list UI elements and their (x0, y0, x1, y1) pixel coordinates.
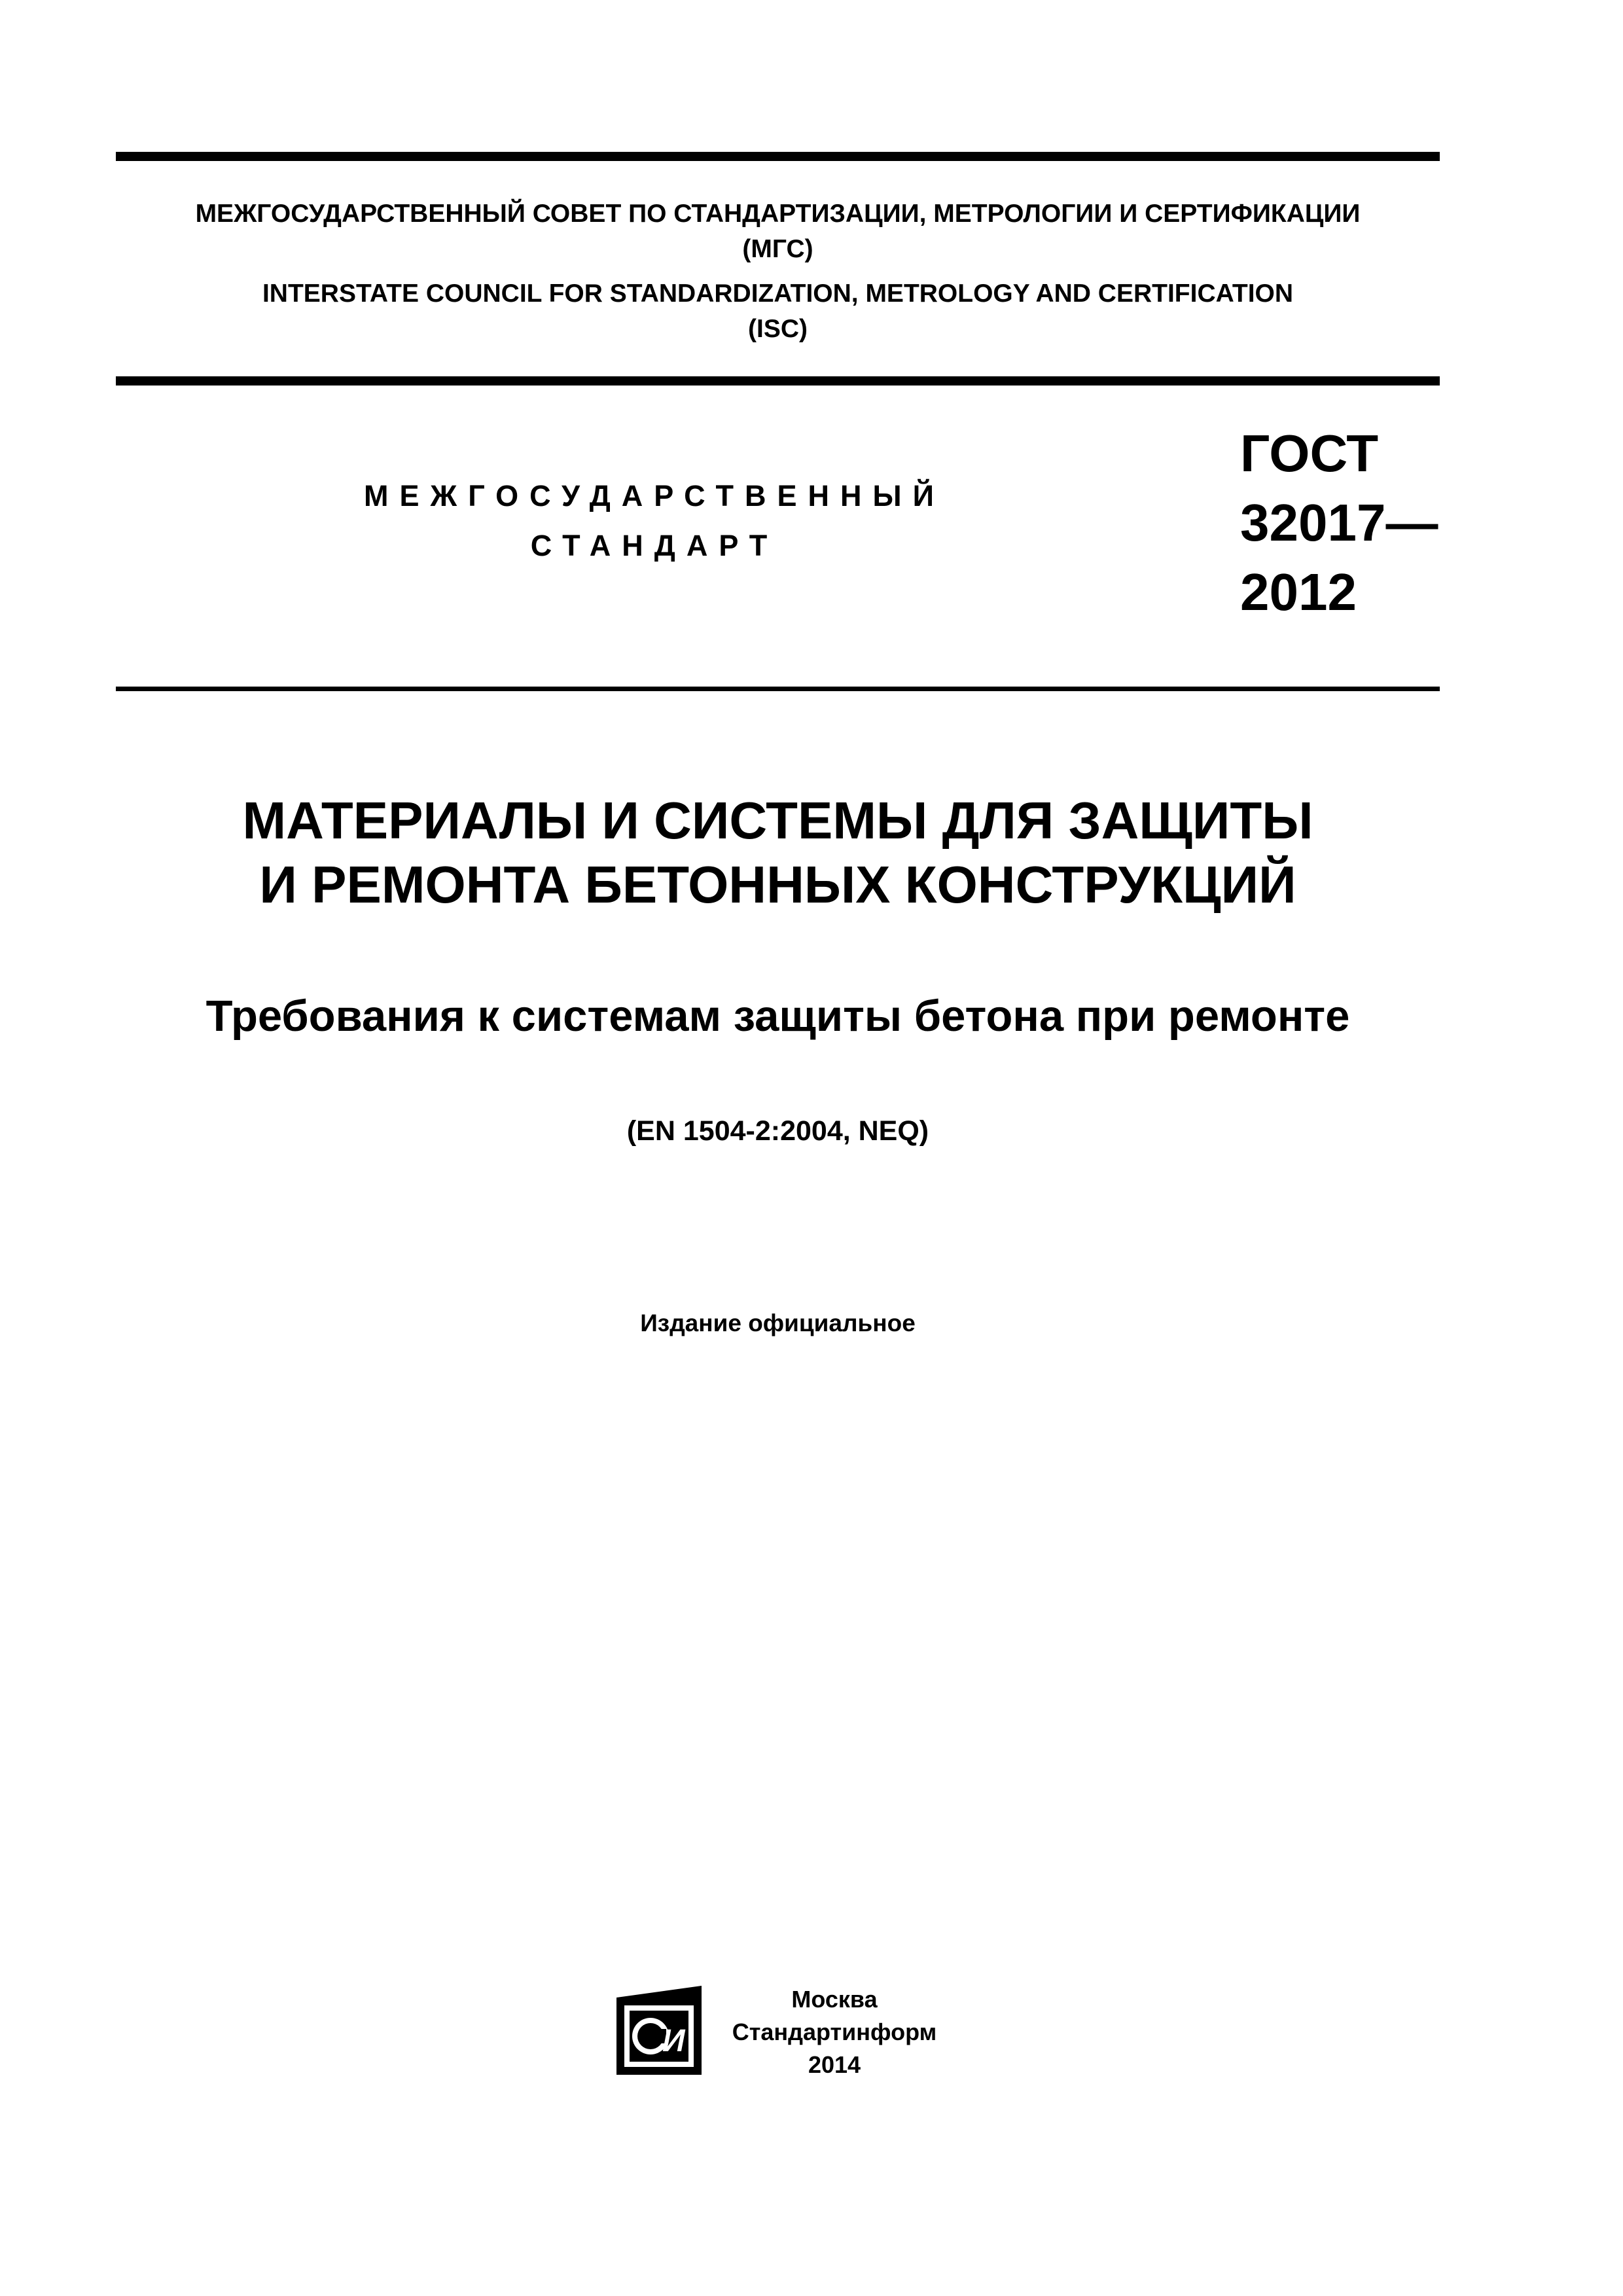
imprint (717, 1983, 952, 2081)
logo-graphic (610, 1983, 708, 2081)
title-rule (116, 687, 1440, 691)
document-subtitle: Требования к системам защиты бетона при ремонте (205, 992, 1350, 1041)
edition-note: Издание официальное (640, 1310, 916, 1336)
standartinform-logo-icon (610, 1983, 708, 2081)
standard-kind: МЕЖГОСУДАРСТВЕННЫЙ СТАНДАРТ (364, 479, 945, 562)
top-rule (116, 152, 1440, 161)
standard-reference: (EN 1504-2:2004, NEQ) (626, 1115, 929, 1147)
imprint-publisher: Стандартинформ (732, 2018, 937, 2045)
imprint-city: Москва (791, 1986, 878, 2013)
svg-text:И: И (662, 2024, 685, 2058)
header-rule (116, 376, 1440, 386)
gost-code: ГОСТ 32017— 2012 (1240, 424, 1438, 621)
imprint-year: 2014 (808, 2051, 861, 2078)
document-title: МАТЕРИАЛЫ И СИСТЕМЫ ДЛЯ ЗАЩИТЫ И РЕМОНТА БЕТОННЫХ КОНСТРУКЦИЙ (242, 791, 1313, 914)
council-name-ru: МЕЖГОСУДАРСТВЕННЫЙ СОВЕТ ПО СТАНДАРТИЗАЦИИ, МЕТРОЛОГИИ И СЕРТИФИКАЦИИ (МГС) (195, 200, 1361, 263)
council-name-en: INTERSTATE COUNCIL FOR STANDARDIZATION, METROLOGY AND CERTIFICATION (ISC) (262, 279, 1294, 343)
